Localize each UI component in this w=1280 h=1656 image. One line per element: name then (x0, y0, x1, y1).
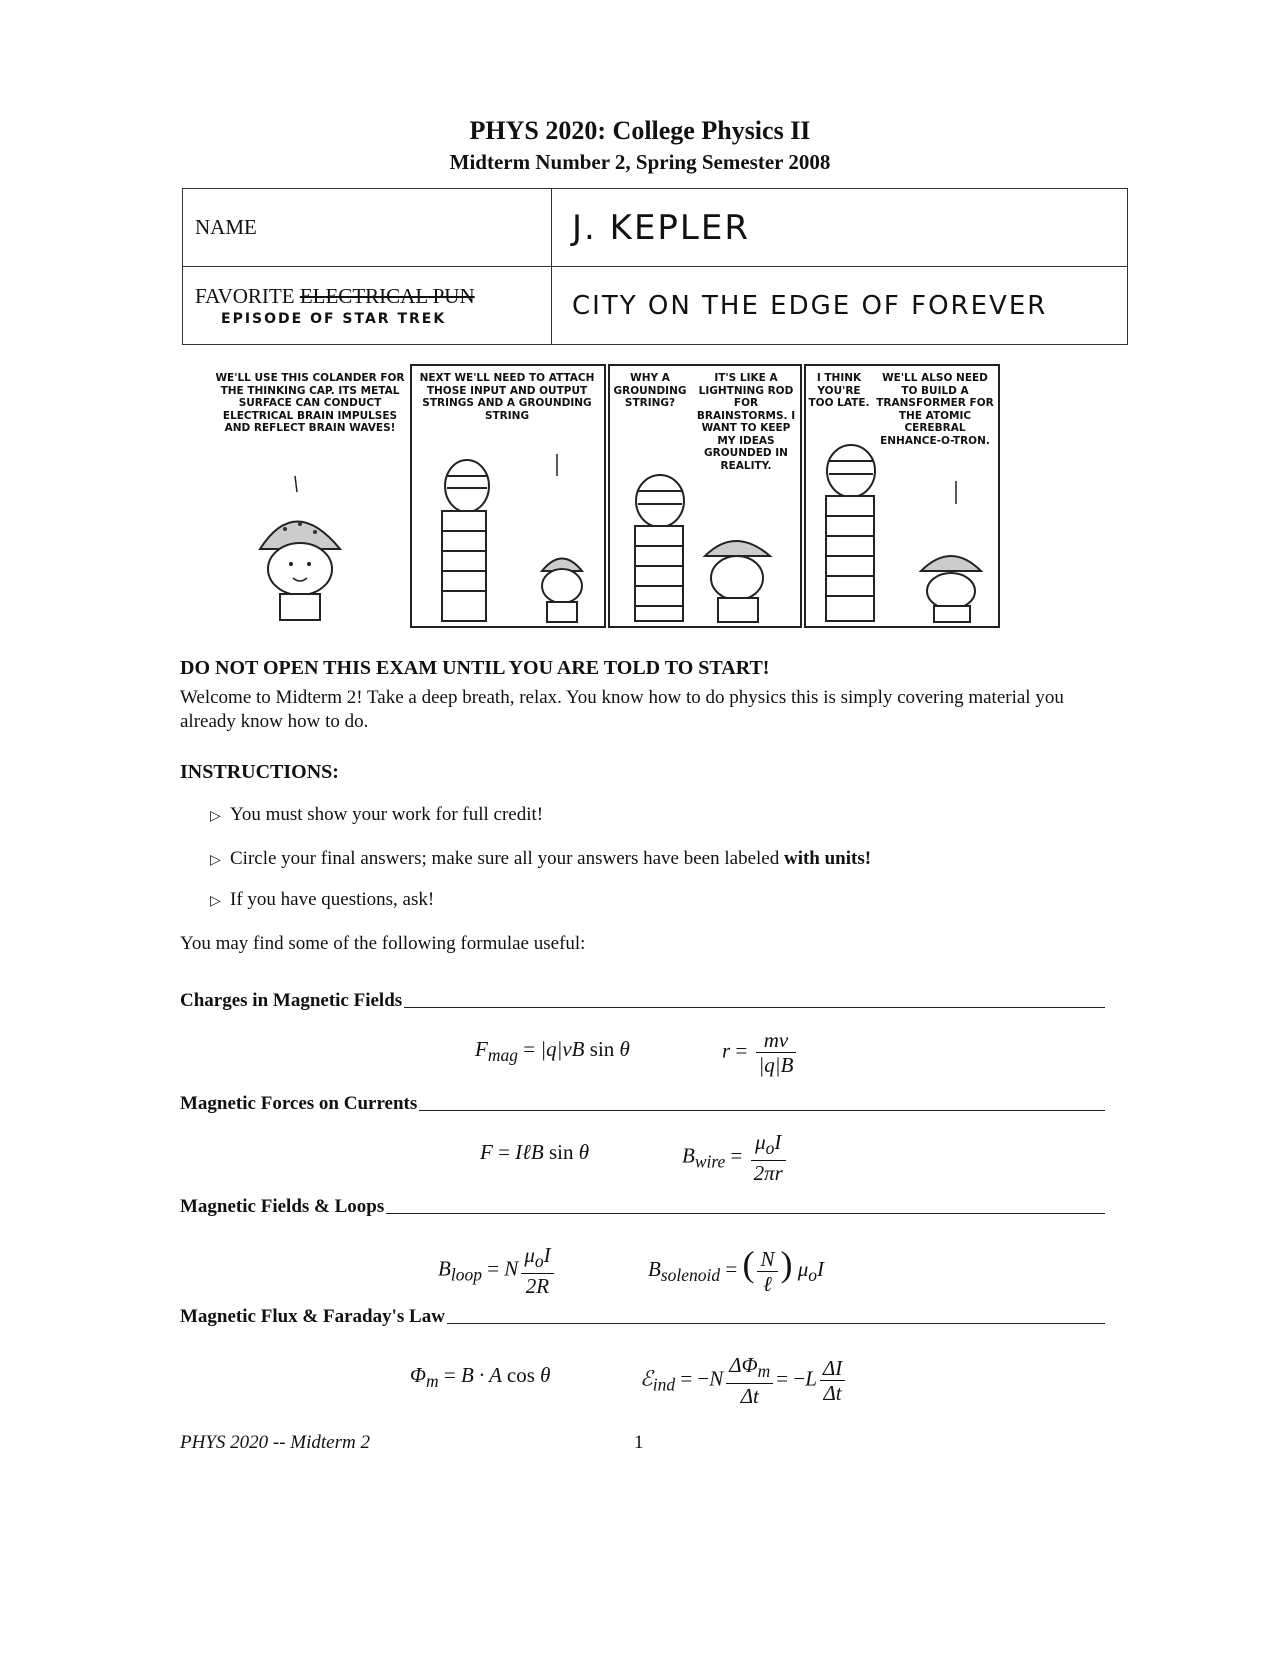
comic-panel-1-text: WE'LL USE THIS COLANDER FOR THE THINKING CAP. ITS METAL SURFACE CAN CONDUCT ELECTRICAL BRAIN IMPULSES AND REFLECT BRAIN WAVES! (215, 372, 405, 434)
triangle-bullet-icon: ▷ (210, 809, 221, 824)
favorite-struck-text: ELECTRICAL PUN (299, 284, 475, 308)
footer-course (180, 1432, 370, 1454)
comic-panel-2 (410, 364, 606, 628)
comic-panel-2-text: NEXT WE'LL NEED TO ATTACH THOSE INPUT AND OUTPUT STRINGS AND A GROUNDING STRING (419, 372, 595, 422)
comic-panel-4-text-b: WE'LL ALSO NEED TO BUILD A TRANSFORMER FOR THE ATOMIC CEREBRAL ENHANCE-O-TRON. (876, 372, 994, 447)
section-1-title: Charges in Magnetic Fields (180, 990, 403, 1011)
formulae-intro: You may find some of the following formulae useful: (180, 933, 586, 954)
tiger-transformer-drawing (806, 366, 998, 626)
section-magnetic-fields-loops (180, 1196, 1105, 1218)
triangle-bullet-icon: ▷ (210, 853, 221, 868)
instruction-item-2 (210, 848, 871, 870)
comic-panel-4 (804, 364, 1000, 628)
comic-panel-1 (215, 364, 405, 624)
name-label: NAME (183, 189, 552, 267)
instruction-item-1-text: You must show your work for full credit! (230, 804, 544, 825)
comic-panel-3 (608, 364, 802, 628)
footer-text: PHYS 2020 -- Midterm 2 (180, 1432, 370, 1453)
exam-title: PHYS 2020: College Physics II (469, 116, 811, 145)
instruction-item-1 (210, 804, 543, 826)
exam-subtitle: Midterm Number 2, Spring Semester 2008 (449, 150, 831, 174)
favorite-label: FAVORITE (195, 284, 295, 308)
info-table (182, 188, 1128, 345)
section-4-title: Magnetic Flux & Faraday's Law (180, 1306, 445, 1327)
instruction-item-2-text: Circle your final answers; make sure all your answers have been labeled (230, 848, 784, 869)
favorite-value: CITY ON THE EDGE OF FOREVER (552, 267, 1128, 345)
formula-bloop: $B_{loop} = N$ $\frac{\mu_oI}{2R}$ (438, 1243, 557, 1298)
section-charges-magnetic-fields (180, 990, 1105, 1012)
instruction-item-3 (210, 889, 434, 911)
comic-panel-3-text-b: IT'S LIKE A LIGHTNING ROD FOR BRAINSTORMS. I WANT TO KEEP MY IDEAS GROUNDED IN REALITY. (696, 372, 796, 472)
tiger-helmet-drawing (610, 366, 800, 626)
page-number: 1 (634, 1432, 644, 1453)
favorite-label-cell (183, 267, 552, 345)
section-magnetic-flux-faraday (180, 1306, 1105, 1328)
section-3-title: Magnetic Fields & Loops (180, 1196, 385, 1217)
formula-flux: $\Phi_m = B \cdot A$ cos θ (410, 1363, 551, 1392)
instruction-item-2-bold: with units! (783, 848, 872, 869)
tiger-boy-drawing (412, 366, 604, 626)
formula-fmag: $F_{mag} = |q|vB$ sin θ (475, 1037, 630, 1066)
comic-panel-4-text-a: I THINK YOU'RE TOO LATE. (808, 372, 870, 409)
instruction-item-3-text: If you have questions, ask! (230, 889, 435, 910)
name-value: J. KEPLER (552, 189, 1128, 267)
formula-emf: ℰ$_{ind}$ = −N $\frac{\Delta\Phi_m}{\Delta t}$ = −L $\frac{\Delta I}{\Delta t}$ (640, 1353, 848, 1408)
favorite-handwritten: EPISODE OF STAR TREK (221, 311, 447, 327)
formula-bsolenoid: $B_{solenoid}$ = ( $\frac{N}{\text{ℓ}}$ ) $\mu_oI$ (648, 1244, 825, 1296)
kid-colander-drawing (215, 364, 405, 624)
section-2-title: Magnetic Forces on Currents (180, 1093, 418, 1114)
comic-strip (215, 364, 1045, 628)
welcome-text: Welcome to Midterm 2! Take a deep breath, relax. You know how to do physics this is simply covering material you already know how to do. (180, 687, 1064, 732)
formula-force-wire: F = IℓB sin θ (480, 1140, 590, 1164)
triangle-bullet-icon: ▷ (210, 894, 221, 909)
warning-heading: DO NOT OPEN THIS EXAM UNTIL YOU ARE TOLD TO START! (180, 657, 770, 679)
comic-panel-3-text-a: WHY A GROUNDING STRING? (613, 372, 687, 409)
instructions-heading: INSTRUCTIONS: (180, 761, 339, 783)
formula-radius: r = $\frac{mv}{|q|B}$ (722, 1028, 799, 1077)
section-magnetic-forces-currents (180, 1093, 1105, 1115)
formula-bwire: $B_{wire}$ = $\frac{\mu_oI}{2\pi r}$ (682, 1130, 789, 1185)
